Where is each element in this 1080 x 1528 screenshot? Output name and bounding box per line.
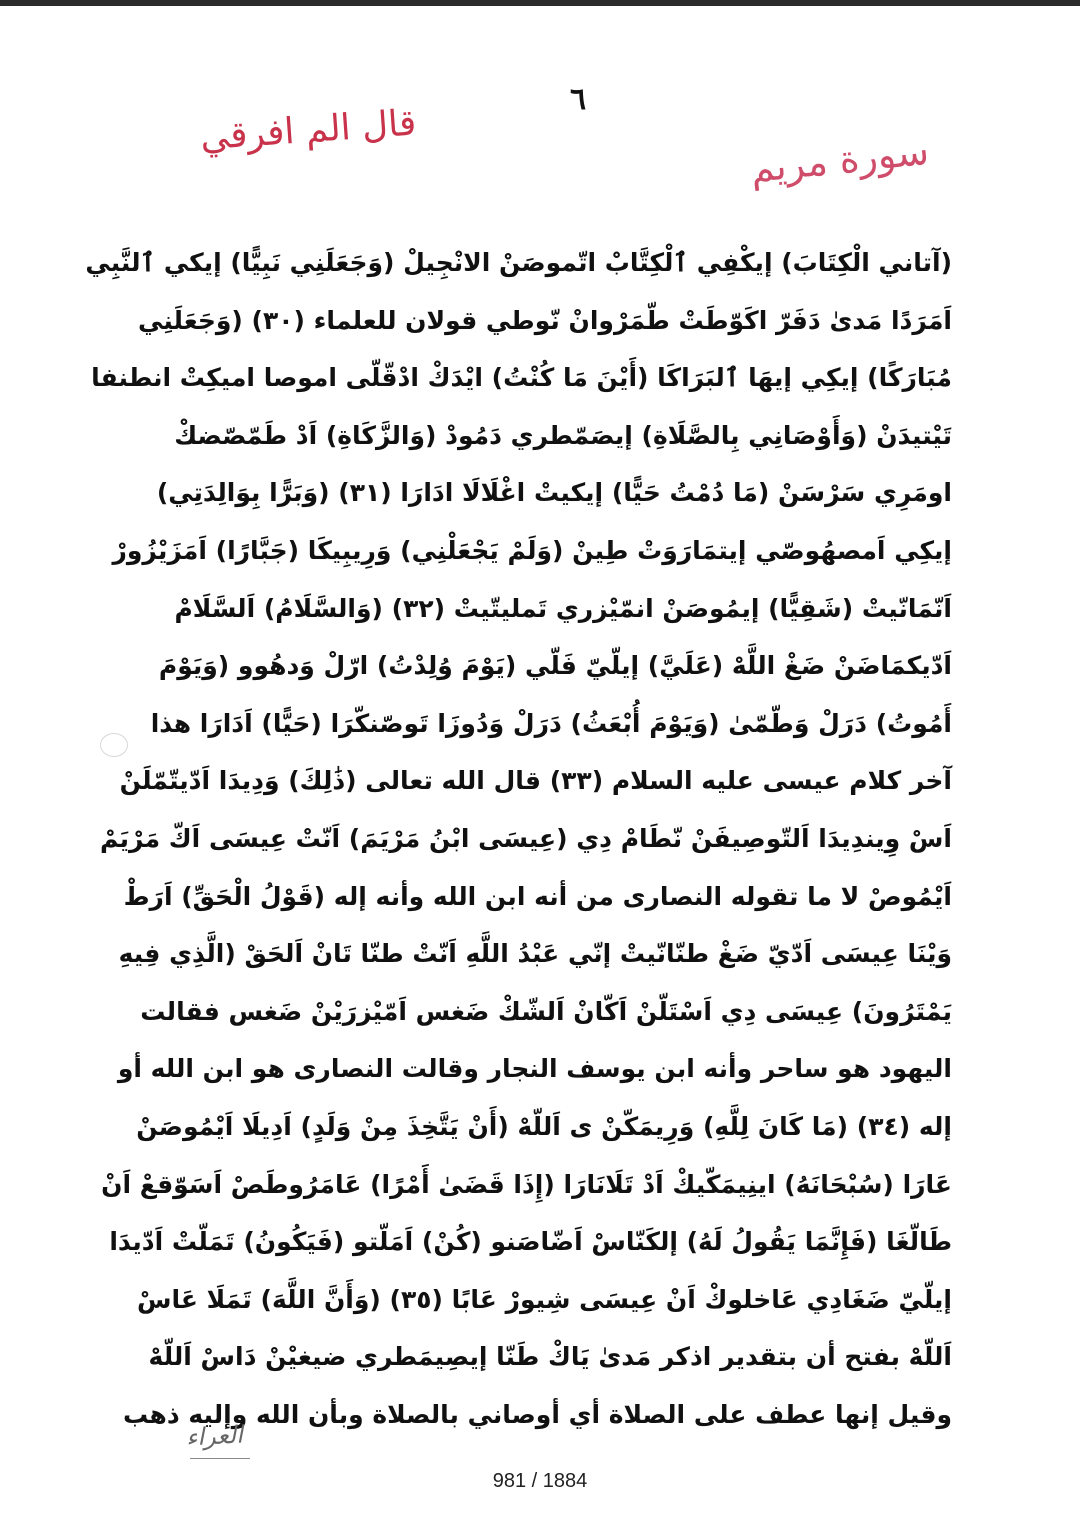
text-line-16: إله (٣٤) (مَا كَانَ لِلَّهِ) وَرِيمَكّنْ ى اَللّهْ (أَنْ يَتَّخِذَ مِنْ وَلَدٍ) اَدِيلَا اَيْمُوصَنْ xyxy=(136,1111,952,1141)
text-line-4: تَيْتيدَنْ (وَأَوْصَانِي بِالصَّلَاةِ) إيصَمّطري دَمُودْ (وَالزَّكَاةِ) اَدْ طَمّصّضكْ xyxy=(174,420,952,450)
text-line-10: آخر كلام عيسى عليه السلام (٣٣) قال الله تعالى (ذَٰلِكَ) وَدِيدَا اَدّيتّمّلَنْ xyxy=(119,766,952,796)
text-line-18: طَالّغَا (فَإِنَّمَا يَقُولُ لَهُ) إلكَنّاسْ اَضّاصَنو (كُنْ) اَمَلّتو (فَيَكُونُ) تَمَلّتْ اَدّيدَا xyxy=(109,1227,952,1257)
scan-top-edge xyxy=(0,0,1080,6)
margin-note-right: سورة مريم xyxy=(748,128,931,192)
page-counter: 981 / 1884 xyxy=(492,1470,588,1492)
text-line-6: إيكِي اَمصهُوصّي إيتمَارَوَتْ طِينْ (وَلَمْ يَجْعَلْنِي) وَرِيبِيكَا (جَبَّارًا) اَمَزَيْزُورْ xyxy=(112,535,952,565)
text-line-19: إيلّيّ ضَغَادِي عَاخلوكْ اَنْ عِيسَى شِيورْ عَابًا (٣٥) (وَأَنَّ اللَّهَ) تَمَلَا عَاسْ xyxy=(137,1284,952,1314)
text-line-20: اَللّهْ بفتح أن بتقدير اذكر مَدىٰ يَاكْ طَنّا إيصِيمَطري ضيغيْنْ دَاسْ اَللّهْ xyxy=(148,1342,952,1372)
text-line-17: عَارَا (سُبْحَانَهُ) اينِيمَكّيكْ اَدْ تَلَانَارَا (إِذَا قَضَىٰ أَمْرًا) عَامَرُوطَصْ اَسَوّقعْ اَنْ xyxy=(101,1169,952,1199)
text-line-3: مُبَارَكًا) إيكِي إيهَا ٱلبَرَاكَا (أَيْنَ مَا كُنْتُ) ايْدَكْ ادْقّلّى اموصا اميكِتْ انطنفا xyxy=(91,363,952,393)
text-line-5: اومَرِي سَرْسَنْ (مَا دُمْتُ حَيًّا) إيكيتْ اغْلَالَا ادَارَا (٣١) (وَبَرًّا بِوَالِدَتِي) xyxy=(156,478,952,508)
punch-hole-mark xyxy=(100,733,128,757)
footer-rule xyxy=(190,1458,250,1459)
text-line-12: اَيْمُوصْ لا ما تقوله النصارى من أنه ابن الله وأنه إله (قَوْلُ الْحَقِّ) اَرَطْ xyxy=(123,881,952,911)
footer-handwritten-note: العراء xyxy=(185,1420,244,1452)
page-number: ٦ xyxy=(569,82,587,117)
margin-note-left: قال الم افرقي xyxy=(198,102,418,159)
manuscript-text-block xyxy=(85,234,952,1443)
text-line-13: وَيْنَا عِيسَى اَدّيّ ضَغْ طنّانّيتْ إنّي عَبْدُ اللَّهِ اَنّتْ طنّا تَانْ اَلحَقْ (الَّذِي فِيهِ xyxy=(118,939,952,969)
text-line-7: اَنّمَانّيتْ (شَقِيًّا) إيمُوصَنْ انمّيْزري تَمليتّيتْ (٣٢) (وَالسَّلَامُ) اَلسَّلَامْ xyxy=(174,593,952,623)
text-line-14: يَمْتَرُونَ) عِيسَى دِي اَسْتَلّنْ اَكّانْ اَلشّكْ ضَغس اَمّيْزرَيْنْ ضَغس فقالت xyxy=(140,996,952,1026)
text-line-9: أَمُوتُ) دَرَلْ وَطّمّىٰ (وَيَوْمَ أُبْعَثُ) دَرَلْ وَدُوزَا تَوصّنكّرَا (حَيًّا) اَدَارَا هذا xyxy=(150,708,952,738)
text-line-8: اَدّيكمَاضَنْ ضَغْ اللَّهْ (عَلَيَّ) إيلّيّ فَلّي (يَوْمَ وُلِدْتُ) ارّلْ وَدهُوو (وَيَوْمَ xyxy=(158,651,952,681)
text-line-21: وقيل إنها عطف على الصلاة أي أوصاني بالصلاة وبأن الله وإليه ذهب xyxy=(123,1399,952,1429)
text-line-1: (آتاني الْكِتَابَ) إيكْفِي ٱلْكِتَّابْ اتّموصَنْ الانْجِيلْ (وَجَعَلَنِي نَبِيًّا) إيكي ٱلنَّبِي xyxy=(85,248,952,277)
text-line-11: اَسْ وِيندِيدَا اَلتّوصِيفَنْ نّطَامْ دِي (عِيسَى ابْنُ مَرْيَمَ) اَنّتْ عِيسَى اَكّ مَرْيَمْ xyxy=(100,823,952,853)
text-line-2: اَمَرَدًا مَدىٰ دَفَرّ اكَوّطَتْ طّمَرْوانْ نّوطي قولان للعلماء (٣٠) (وَجَعَلَنِي xyxy=(138,305,952,335)
text-line-15: اليهود هو ساحر وأنه ابن يوسف النجار وقالت النصارى هو ابن الله أو xyxy=(117,1054,952,1084)
